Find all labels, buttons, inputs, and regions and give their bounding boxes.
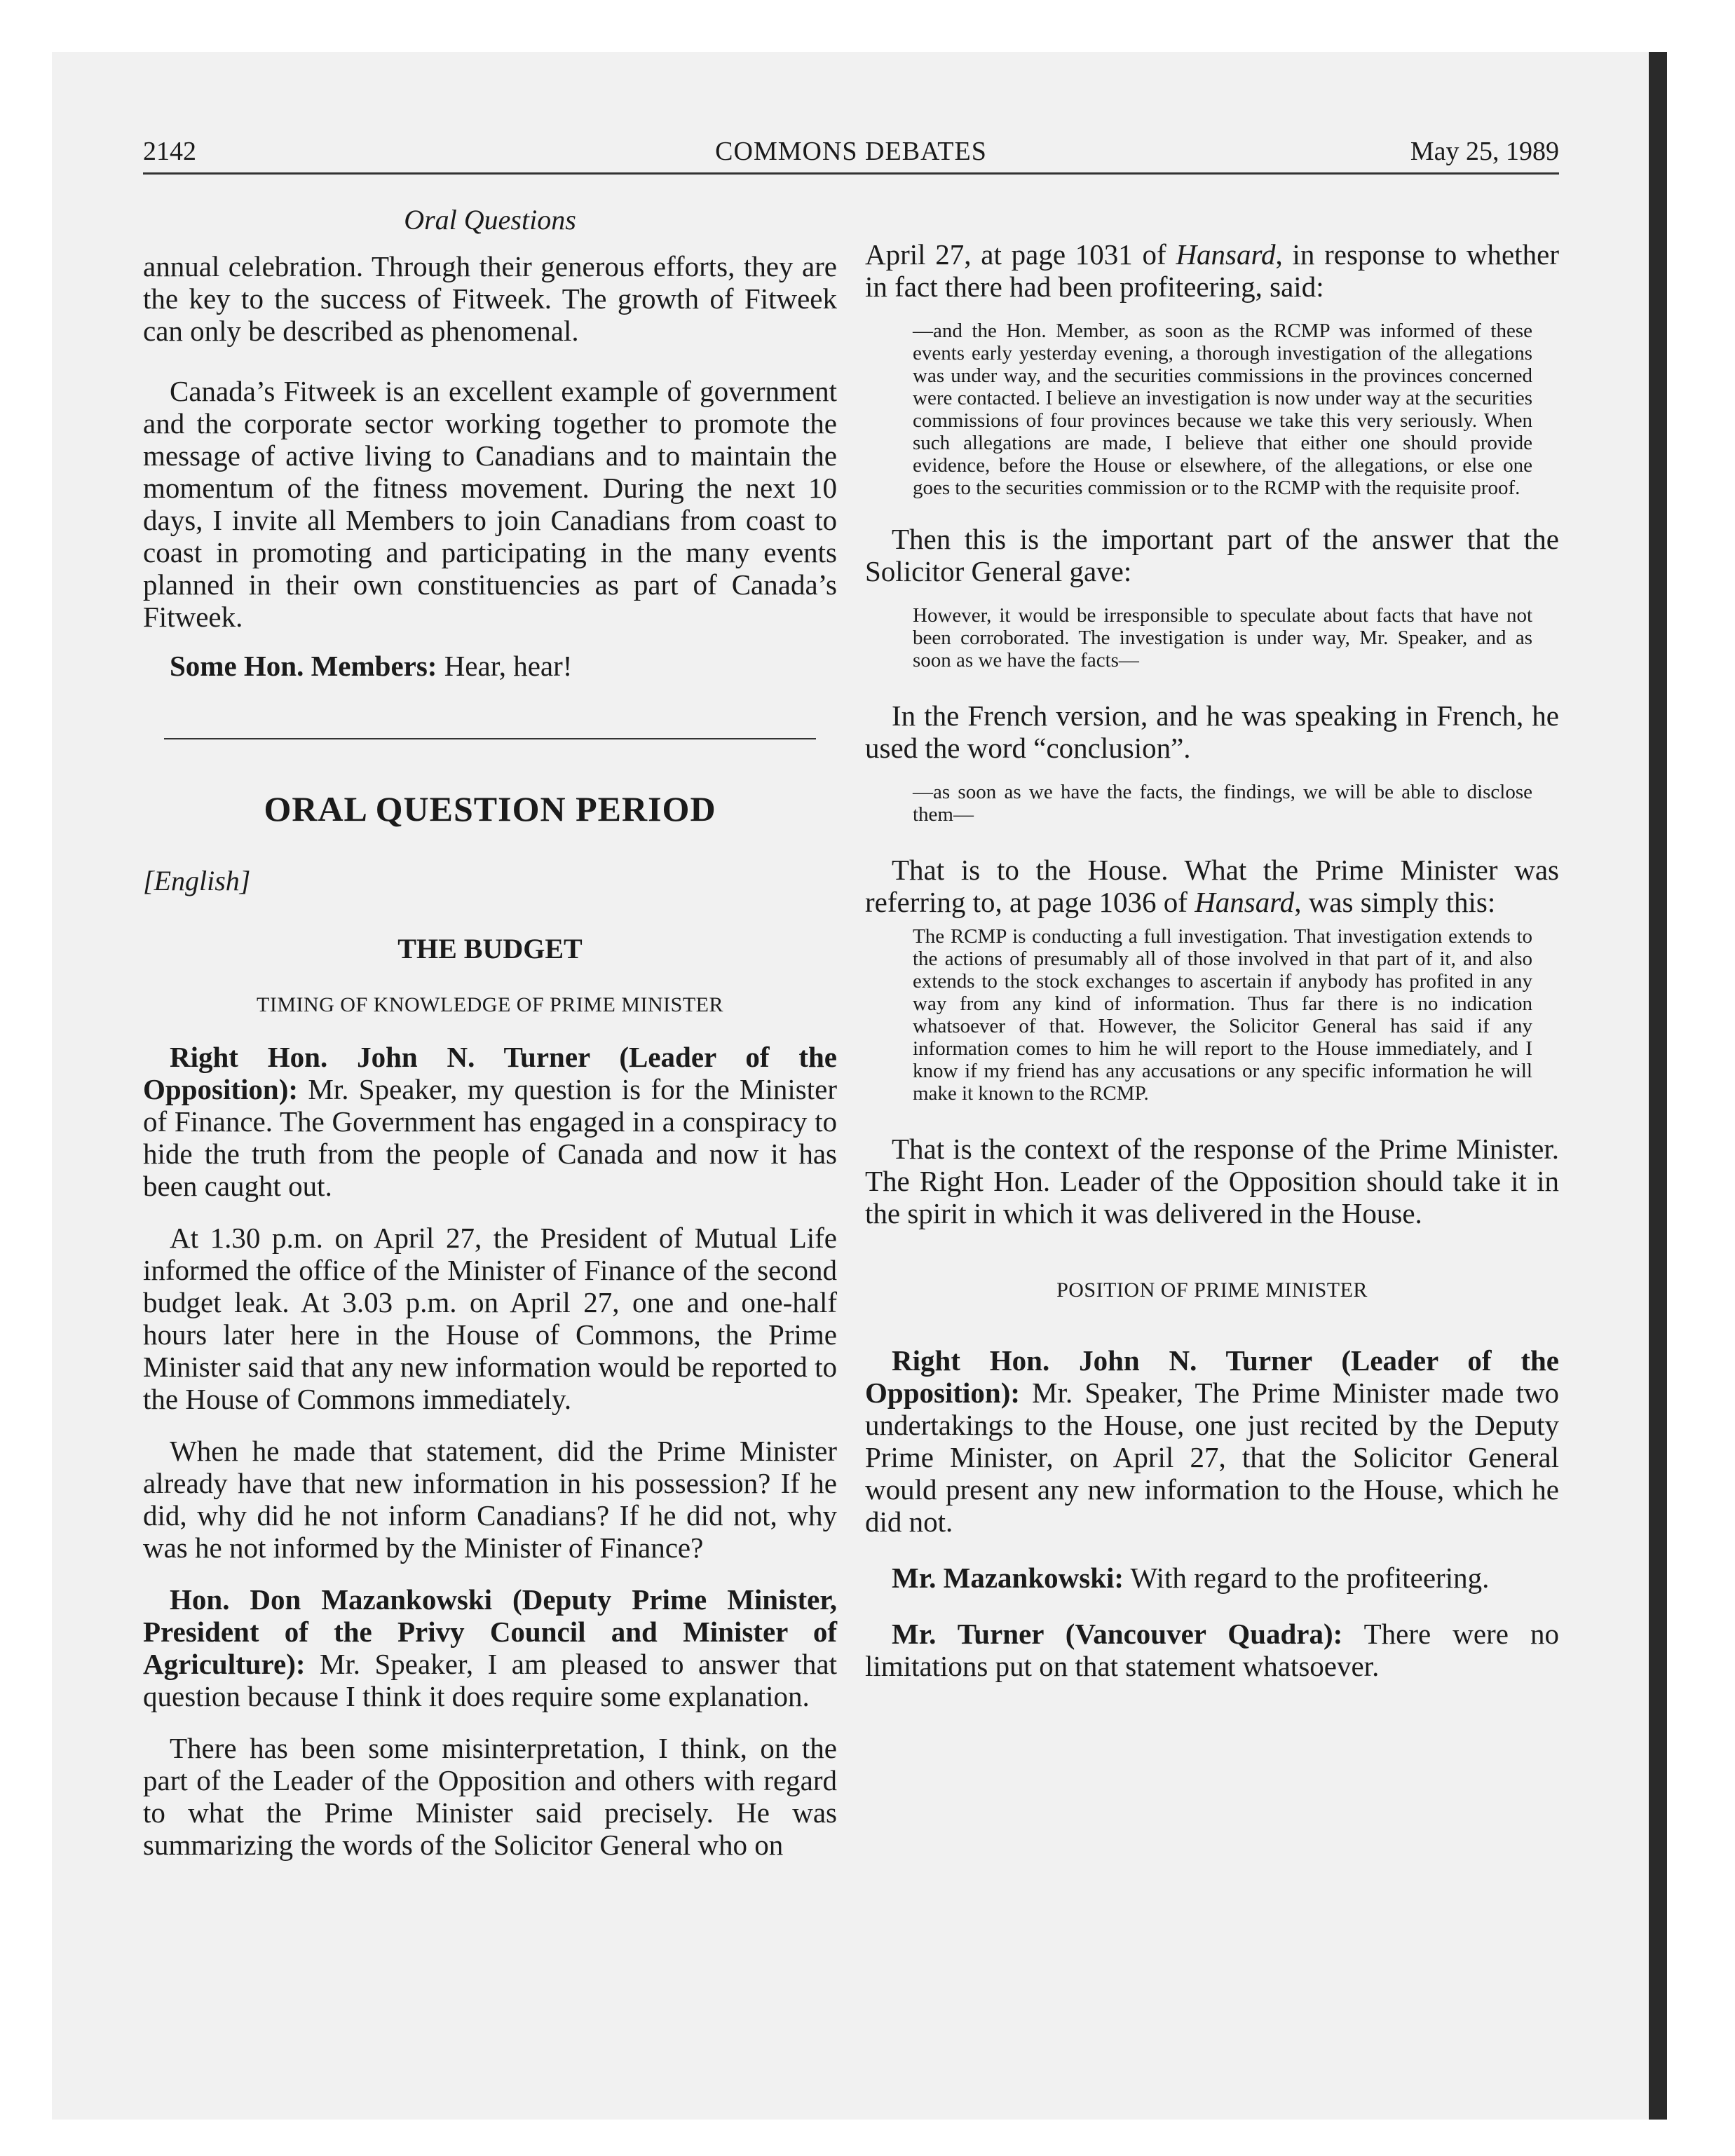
page-date: May 25, 1989 <box>1410 137 1559 166</box>
paragraph: That is the context of the response of the Prime Minister. The Right Hon. Leader of the Opposition should take it in the spirit in which it was delivered in the House. <box>865 1133 1559 1229</box>
speaker-name: Mr. Mazankowski: <box>892 1562 1124 1594</box>
paragraph: At 1.30 p.m. on April 27, the President of Mutual Life informed the office of the Minister of Finance of the second budget leak. At 3.03 p.m. on April 27, one and one-half hours later here in the House of Commons, the Prime Minister said that any new information would be reported to the House of Commons immediately. <box>143 1222 837 1415</box>
paragraph: When he made that statement, did the Prime Minister already have that new information in his possession? If he did, why did he not inform Canadians? If he did not, why was he not informed by the Minister of Finance? <box>143 1435 837 1564</box>
paragraph: There has been some misinterpretation, I think, on the part of the Leader of the Opposition and others with regard to what the Prime Minister said precisely. He was summarizing the words of the Solicitor General who on <box>143 1732 837 1861</box>
paragraph <box>865 854 1559 918</box>
block-quote: —and the Hon. Member, as soon as the RCMP was informed of these events early yesterday evening, a thorough investigation of the allegations was under way, and the securities commissions in the provinces concerned were contacted. I believe an investigation is now under way at the securities commissions of four provinces because we take this very seriously. When such allegations are made, I believe that either one should provide evidence, before the House or elsewhere, of the allegations, or else one goes to the securities commission or to the RCMP with the requisite proof. <box>913 320 1532 499</box>
speech-text: Mr. Speaker, I am pleased to answer that question because I think it does require some explanation. <box>143 1648 837 1712</box>
speech-text: With regard to the profiteering. <box>1124 1562 1490 1594</box>
speaker-name: Right Hon. John N. Turner (Leader of the Opposition): <box>143 1041 837 1105</box>
left-column <box>143 203 837 1861</box>
text-run: April 27, at page 1031 of <box>865 238 1176 271</box>
running-header <box>143 133 1559 175</box>
text-run: , was simply this: <box>1294 886 1496 918</box>
hansard-citation: Hansard <box>1195 886 1295 918</box>
paragraph <box>143 1583 837 1712</box>
right-column <box>865 203 1559 1682</box>
speaker-name: Mr. Turner (Vancouver Quadra): <box>892 1618 1343 1650</box>
hansard-citation: Hansard <box>1176 238 1276 271</box>
text-run: , in response to whether in fact there had been profiteering, said: <box>865 238 1560 303</box>
paragraph <box>865 1618 1559 1682</box>
paragraph <box>865 1344 1559 1538</box>
block-quote: —as soon as we have the facts, the findings, we will be able to disclose them— <box>913 781 1532 826</box>
paragraph <box>143 1041 837 1202</box>
paragraph: annual celebration. Through their generous efforts, they are the key to the success of Fitweek. The growth of Fitweek can only be described as phenomenal. <box>143 250 837 347</box>
speaker-name: Some Hon. Members: <box>170 650 437 682</box>
block-quote: However, it would be irresponsible to speculate about facts that have not been corroborated. The investigation is under way, Mr. Speaker, and as soon as we have the facts— <box>913 604 1532 671</box>
publication-title: COMMONS DEBATES <box>715 137 987 166</box>
text-run: That is to the House. What the Prime Minister was referring to, at page 1036 of <box>865 854 1559 918</box>
speaker-name: Hon. Don Mazankowski (Deputy Prime Minister, President of the Privy Council and Minister of Agriculture): <box>143 1583 837 1680</box>
scan-edge-shadow <box>1649 52 1667 2120</box>
subtopic-heading: POSITION OF PRIME MINISTER <box>1056 1278 1368 1302</box>
paragraph <box>865 1562 1559 1594</box>
section-label: Oral Questions <box>404 204 576 236</box>
speech-text: There were no limitations put on that statement whatsoever. <box>865 1618 1559 1682</box>
paragraph: Then this is the important part of the answer that the Solicitor General gave: <box>865 523 1559 587</box>
page-number: 2142 <box>143 137 196 166</box>
paragraph: Canada’s Fitweek is an excellent example of government and the corporate sector working together to promote the message of active living to Canadians and to maintain the momentum of the fitness movement. During the next 10 days, I invite all Members to join Canadians from coast to coast in promoting and participating in the many events planned in their own constituencies as part of Canada’s Fitweek. <box>143 375 837 633</box>
paragraph: In the French version, and he was speaking in French, he used the word “conclusion”. <box>865 700 1559 764</box>
subtopic-heading: TIMING OF KNOWLEDGE OF PRIME MINISTER <box>257 993 723 1016</box>
block-quote: The RCMP is conducting a full investigation. That investigation extends to the actions of presumably all of those involved in that part of it, and also extends to the stock exchanges to ascertain if anybody has profited in any way from any kind of information. Thus far there is no indication whatsoever of that. However, the Solicitor General has said if any information comes to him he will report to the House immediately, and I know if my friend has any accusations or any specific information he will make it known to the RCMP. <box>913 925 1532 1105</box>
section-heading: ORAL QUESTION PERIOD <box>264 789 716 828</box>
paragraph <box>865 238 1559 303</box>
speech-text: Mr. Speaker, The Prime Minister made two undertakings to the House, one just recited by the Deputy Prime Minister, on April 27, that the Solicitor General would present any new information to the House, which he did not. <box>865 1377 1559 1538</box>
paragraph <box>143 650 837 682</box>
speech-text: Mr. Speaker, my question is for the Minister of Finance. The Government has engaged in a conspiracy to hide the truth from the people of Canada and now it has been caught out. <box>143 1073 837 1202</box>
language-tag: [English] <box>143 865 251 896</box>
speaker-name: Right Hon. John N. Turner (Leader of the Opposition): <box>865 1344 1559 1409</box>
topic-heading: THE BUDGET <box>397 933 583 964</box>
speech-text: Hear, hear! <box>437 650 573 682</box>
